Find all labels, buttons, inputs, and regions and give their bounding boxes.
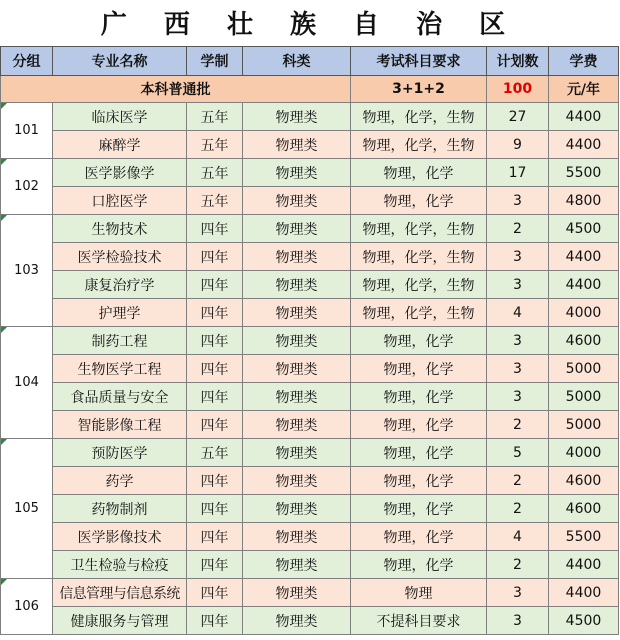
exam-subjects: 不提科目要求	[351, 607, 487, 635]
table-row	[1, 411, 619, 439]
major-name: 麻醉学	[53, 131, 187, 159]
study-years: 五年	[187, 131, 243, 159]
plan-count: 2	[487, 467, 549, 495]
exam-subjects: 物理，化学	[351, 159, 487, 187]
header-subjects: 考试科目要求	[351, 47, 487, 76]
study-years: 四年	[187, 523, 243, 551]
table-row	[1, 299, 619, 327]
plan-count: 3	[487, 243, 549, 271]
tuition-fee: 4500	[549, 607, 619, 635]
plan-count: 3	[487, 383, 549, 411]
header-fee: 学费	[549, 47, 619, 76]
exam-subjects: 物理，化学	[351, 439, 487, 467]
subject-category: 物理类	[243, 103, 351, 131]
exam-subjects: 物理，化学	[351, 495, 487, 523]
tuition-fee: 4600	[549, 327, 619, 355]
table-row	[1, 355, 619, 383]
tuition-fee: 5000	[549, 383, 619, 411]
plan-count: 2	[487, 551, 549, 579]
major-name: 生物技术	[53, 215, 187, 243]
subject-category: 物理类	[243, 327, 351, 355]
major-name: 口腔医学	[53, 187, 187, 215]
plan-count: 17	[487, 159, 549, 187]
table-row	[1, 131, 619, 159]
subject-category: 物理类	[243, 271, 351, 299]
major-name: 生物医学工程	[53, 355, 187, 383]
plan-count: 4	[487, 523, 549, 551]
group-code: 105	[1, 439, 53, 579]
major-name: 康复治疗学	[53, 271, 187, 299]
plan-count: 3	[487, 327, 549, 355]
subject-category: 物理类	[243, 383, 351, 411]
batch-row	[1, 76, 619, 103]
tuition-fee: 4400	[549, 243, 619, 271]
plan-count: 3	[487, 607, 549, 635]
table-row	[1, 159, 619, 187]
tuition-fee: 4400	[549, 131, 619, 159]
tuition-fee: 5000	[549, 411, 619, 439]
tuition-fee: 5500	[549, 523, 619, 551]
table-row	[1, 495, 619, 523]
header-group: 分组	[1, 47, 53, 76]
exam-subjects: 物理，化学，生物	[351, 243, 487, 271]
tuition-fee: 4400	[549, 579, 619, 607]
table-row	[1, 327, 619, 355]
study-years: 五年	[187, 439, 243, 467]
study-years: 四年	[187, 243, 243, 271]
study-years: 四年	[187, 551, 243, 579]
table-row	[1, 215, 619, 243]
tuition-fee: 4600	[549, 495, 619, 523]
tuition-fee: 5500	[549, 159, 619, 187]
subject-category: 物理类	[243, 551, 351, 579]
major-name: 制药工程	[53, 327, 187, 355]
plan-count: 2	[487, 411, 549, 439]
exam-subjects: 物理，化学	[351, 523, 487, 551]
exam-subjects: 物理，化学	[351, 187, 487, 215]
tuition-fee: 4500	[549, 215, 619, 243]
group-code: 106	[1, 579, 53, 635]
table-row	[1, 439, 619, 467]
table-row	[1, 243, 619, 271]
subject-category: 物理类	[243, 467, 351, 495]
exam-subjects: 物理，化学	[351, 411, 487, 439]
major-name: 护理学	[53, 299, 187, 327]
table-row	[1, 523, 619, 551]
batch-count: 100	[487, 76, 549, 103]
exam-subjects: 物理，化学	[351, 327, 487, 355]
plan-count: 2	[487, 215, 549, 243]
major-name: 卫生检验与检疫	[53, 551, 187, 579]
tuition-fee: 4400	[549, 271, 619, 299]
tuition-fee: 4400	[549, 551, 619, 579]
study-years: 五年	[187, 103, 243, 131]
major-name: 医学检验技术	[53, 243, 187, 271]
tuition-fee: 5000	[549, 355, 619, 383]
study-years: 四年	[187, 327, 243, 355]
major-name: 药物制剂	[53, 495, 187, 523]
study-years: 四年	[187, 383, 243, 411]
table-row	[1, 103, 619, 131]
group-code: 104	[1, 327, 53, 439]
plan-count: 27	[487, 103, 549, 131]
plan-count: 2	[487, 495, 549, 523]
subject-category: 物理类	[243, 299, 351, 327]
exam-subjects: 物理，化学，生物	[351, 271, 487, 299]
exam-subjects: 物理，化学，生物	[351, 299, 487, 327]
major-name: 信息管理与信息系统	[53, 579, 187, 607]
table-row	[1, 551, 619, 579]
study-years: 四年	[187, 355, 243, 383]
study-years: 四年	[187, 299, 243, 327]
batch-subjects: 3+1+2	[351, 76, 487, 103]
study-years: 五年	[187, 159, 243, 187]
tuition-fee: 4000	[549, 299, 619, 327]
study-years: 四年	[187, 495, 243, 523]
plan-count: 4	[487, 299, 549, 327]
plan-count: 3	[487, 355, 549, 383]
study-years: 四年	[187, 607, 243, 635]
group-code: 103	[1, 215, 53, 327]
subject-category: 物理类	[243, 579, 351, 607]
study-years: 四年	[187, 215, 243, 243]
plan-count: 9	[487, 131, 549, 159]
major-name: 医学影像技术	[53, 523, 187, 551]
batch-fee-unit: 元/年	[549, 76, 619, 103]
plan-count: 3	[487, 579, 549, 607]
plan-count: 3	[487, 271, 549, 299]
exam-subjects: 物理，化学，生物	[351, 215, 487, 243]
exam-subjects: 物理，化学	[351, 355, 487, 383]
table-row	[1, 271, 619, 299]
header-row	[1, 47, 619, 76]
exam-subjects: 物理，化学	[351, 383, 487, 411]
subject-category: 物理类	[243, 495, 351, 523]
major-name: 预防医学	[53, 439, 187, 467]
tuition-fee: 4400	[549, 103, 619, 131]
major-name: 健康服务与管理	[53, 607, 187, 635]
exam-subjects: 物理	[351, 579, 487, 607]
admission-plan-table	[0, 46, 619, 635]
study-years: 四年	[187, 579, 243, 607]
tuition-fee: 4800	[549, 187, 619, 215]
subject-category: 物理类	[243, 439, 351, 467]
subject-category: 物理类	[243, 523, 351, 551]
table-row	[1, 187, 619, 215]
major-name: 临床医学	[53, 103, 187, 131]
table-row	[1, 607, 619, 635]
subject-category: 物理类	[243, 215, 351, 243]
study-years: 四年	[187, 411, 243, 439]
page-title: 广 西 壮 族 自 治 区	[100, 9, 520, 40]
exam-subjects: 物理，化学，生物	[351, 131, 487, 159]
subject-category: 物理类	[243, 355, 351, 383]
subject-category: 物理类	[243, 131, 351, 159]
subject-category: 物理类	[243, 411, 351, 439]
subject-category: 物理类	[243, 159, 351, 187]
study-years: 五年	[187, 187, 243, 215]
major-name: 医学影像学	[53, 159, 187, 187]
exam-subjects: 物理，化学	[351, 551, 487, 579]
plan-count: 3	[487, 187, 549, 215]
table-row	[1, 467, 619, 495]
study-years: 四年	[187, 467, 243, 495]
header-major: 专业名称	[53, 47, 187, 76]
group-code: 101	[1, 103, 53, 159]
exam-subjects: 物理，化学	[351, 467, 487, 495]
batch-label: 本科普通批	[1, 76, 351, 103]
exam-subjects: 物理，化学，生物	[351, 103, 487, 131]
table-row	[1, 579, 619, 607]
plan-count: 5	[487, 439, 549, 467]
subject-category: 物理类	[243, 187, 351, 215]
subject-category: 物理类	[243, 607, 351, 635]
major-name: 药学	[53, 467, 187, 495]
major-name: 智能影像工程	[53, 411, 187, 439]
group-code: 102	[1, 159, 53, 215]
table-row	[1, 383, 619, 411]
subject-category: 物理类	[243, 243, 351, 271]
header-category: 科类	[243, 47, 351, 76]
study-years: 四年	[187, 271, 243, 299]
tuition-fee: 4000	[549, 439, 619, 467]
header-years: 学制	[187, 47, 243, 76]
header-plan: 计划数	[487, 47, 549, 76]
tuition-fee: 4600	[549, 467, 619, 495]
major-name: 食品质量与安全	[53, 383, 187, 411]
